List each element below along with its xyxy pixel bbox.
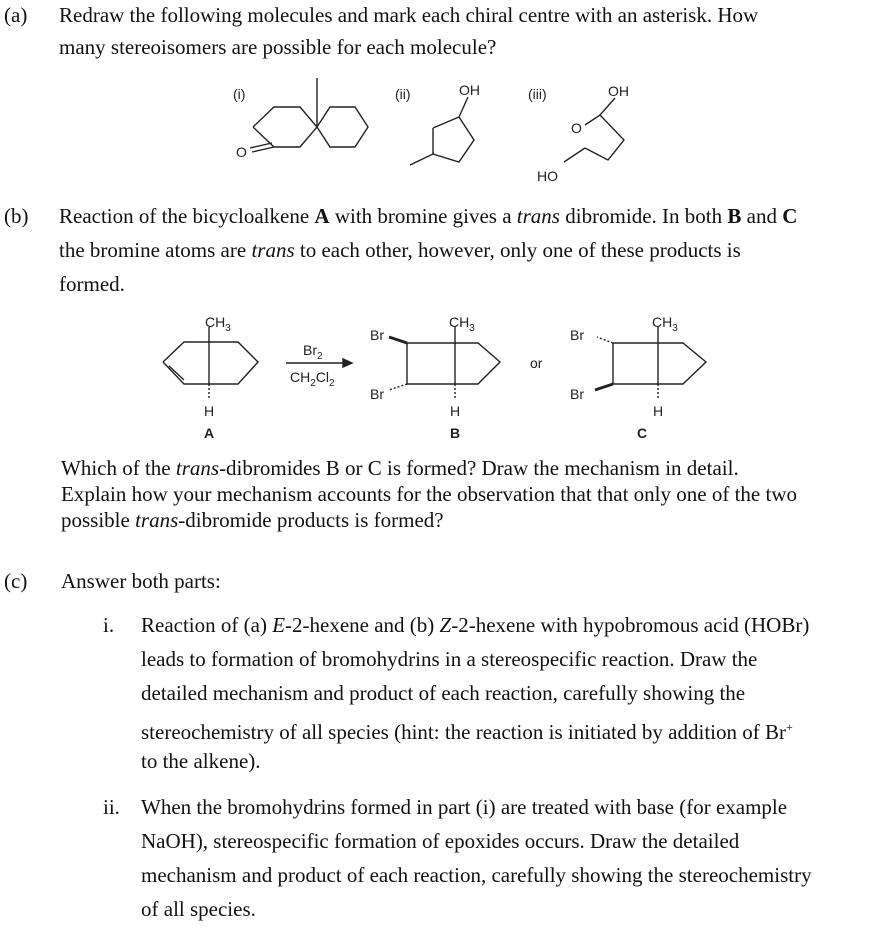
ch3-b: $CH_3$ [449, 314, 475, 334]
part-a-line-1: Redraw the following molecules and mark each chiral centre with an asterisk. How [59, 3, 759, 27]
part-b-line-1: Reaction of the bicycloalkene A with bromine gives a trans dibromide. In both B and C [59, 204, 798, 228]
ch3-a: $CH_3$ [205, 314, 231, 334]
part-c-i-line-3: detailed mechanism and product of each reaction, carefully showing the [141, 681, 746, 705]
reagent-ch2cl2: $CH_2Cl_2$ [290, 369, 335, 389]
ch3-c: $CH_3$ [652, 314, 678, 334]
compound-label-b: B [450, 425, 461, 441]
part-c-intro: Answer both parts: [61, 569, 221, 593]
ho-iii-label: HO [537, 168, 558, 184]
part-b-question-1: Which of the trans-dibromides B or C is formed? Draw the mechanism in detail. [61, 456, 739, 480]
part-a-line-2: many stereoisomers are possible for each molecule? [59, 35, 497, 59]
h-b: H [450, 403, 461, 419]
part-c-i-line-2: leads to formation of bromohydrins in a stereospecific reaction. Draw the [141, 647, 758, 671]
br-c-bottom: Br [570, 386, 584, 402]
br-b-top: Br [370, 327, 384, 343]
mol-label-iii: (iii) [528, 86, 547, 102]
part-c-i-line-5: to the alkene). [141, 749, 261, 773]
part-c-label: (c) [4, 569, 28, 593]
mol-label-ii: (ii) [395, 86, 411, 102]
reagent-br2: $Br_2$ [303, 342, 323, 362]
part-c-ii-line-4: of all species. [141, 897, 256, 921]
or-text: or [530, 355, 543, 371]
part-c-i-line-1: Reaction of (a) E-2-hexene and (b) Z-2-hexene with hypobromous acid (HOBr) [141, 613, 810, 637]
compound-c-structure [570, 314, 706, 441]
h-c: H [653, 403, 664, 419]
part-c-ii-line-1: When the bromohydrins formed in part (i) are treated with base (for example [141, 795, 788, 819]
part-c-ii-line-3: mechanism and product of each reaction, carefully showing the stereochemistry [141, 863, 812, 887]
part-b-question-2: Explain how your mechanism accounts for the observation that that only one of the two [61, 482, 797, 506]
part-c-ii-line-2: NaOH), stereospecific formation of epoxides occurs. Draw the detailed [141, 829, 740, 853]
part-c-i-number: i. [103, 613, 115, 637]
oh-iii-label: OH [608, 83, 629, 99]
part-a-label: (a) [4, 3, 28, 27]
reaction-arrow [286, 342, 352, 389]
h-a: H [204, 403, 215, 419]
compound-label-a: A [204, 425, 215, 441]
part-b-label: (b) [4, 204, 29, 228]
compound-a-structure [163, 314, 258, 441]
oh-ii-label: OH [459, 82, 480, 98]
br-b-bottom: Br [370, 386, 384, 402]
part-c-ii-number: ii. [103, 795, 120, 819]
compound-label-c: C [637, 425, 648, 441]
compound-b-structure [370, 314, 500, 441]
part-b-question-3: possible trans-dibromide products is formed? [61, 508, 444, 532]
ketone-o-label: O [236, 144, 247, 160]
part-b-line-2: the bromine atoms are trans to each other, however, only one of these products is [59, 238, 741, 262]
part-c-i-line-4: stereochemistry of all species (hint: the reaction is initiated by addition of Br+ [141, 720, 793, 744]
part-b-line-3: formed. [59, 272, 125, 296]
br-c-top: Br [570, 327, 584, 343]
mol-label-i: (i) [233, 86, 246, 102]
ring-o-label: O [571, 120, 582, 136]
